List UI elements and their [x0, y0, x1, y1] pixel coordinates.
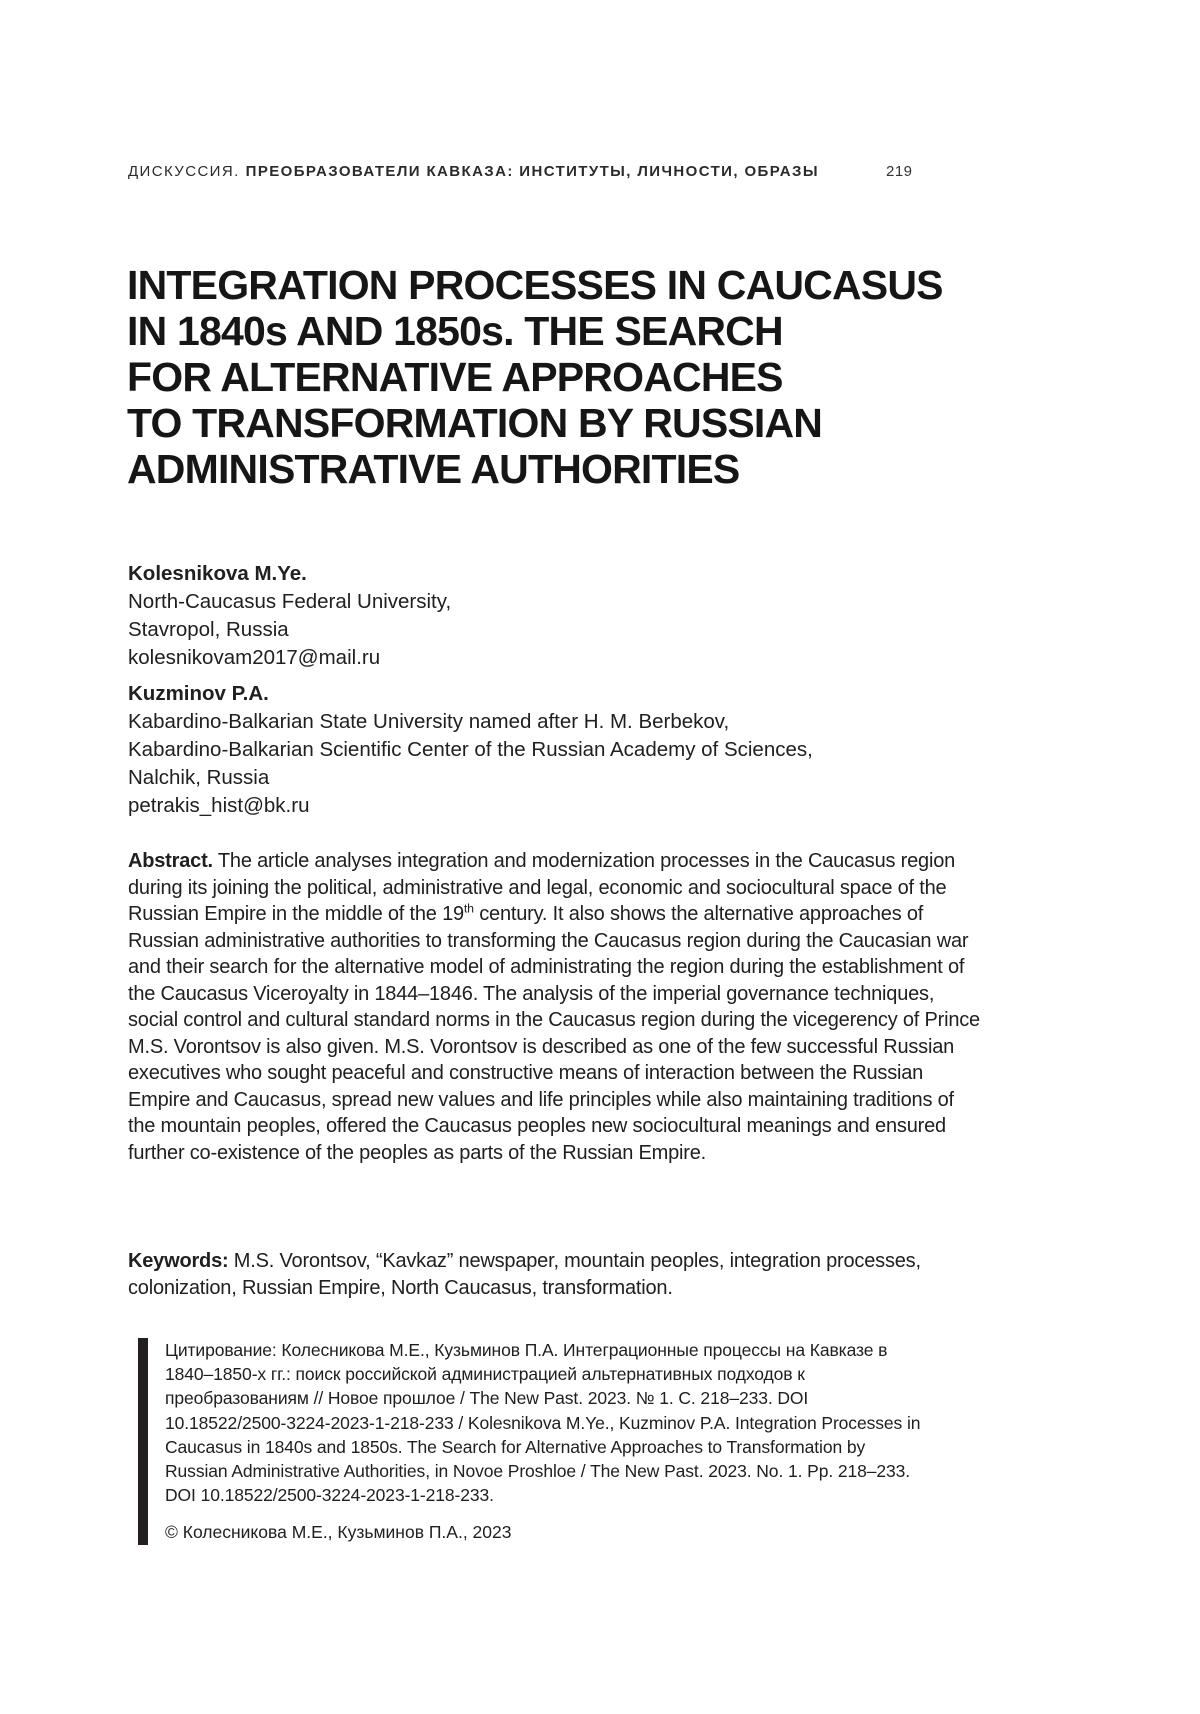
author-affiliation: Stavropol, Russia: [128, 618, 289, 641]
abstract-text-before-sup: The article analyses integration and modernization processes in the Caucasus region during its joining the political, administrative and legal, economic and sociocultural space of the Russian Empire in the middle of the 19: [128, 850, 956, 925]
author-affiliation: North-Caucasus Federal University,: [128, 590, 452, 613]
article-title-line-4: TO TRANSFORMATION BY RUSSIAN: [127, 400, 823, 446]
ordinal-superscript: th: [463, 901, 474, 916]
citation-content: [165, 1338, 927, 1545]
keywords-label: Keywords:: [128, 1250, 229, 1272]
article-title: [127, 262, 943, 492]
abstract-paragraph: [128, 848, 984, 1166]
author-affiliation: Kabardino-Balkarian State University named after H. M. Berbekov,: [128, 710, 730, 733]
citation-text: Цитирование: Колесникова М.Е., Кузьминов П.А. Интеграционные процессы на Кавказе в 1840–1850-х гг.: поиск российской администрацией альтернативных подходов к преобразованиям // Новое прошлое / The New Past. 2023. № 1. С. 218–233. DOI 10.18522/2500-3224-2023-1-218-233 / Kolesnikova M.Ye., Kuzminov P.A. Integration Processes in Caucasus in 1840s and 1850s. The Search for Alternative Approaches to Transformation by Russian Administrative Authorities, in Novoe Proshloe / The New Past. 2023. No. 1. Pp. 218–233. DOI 10.18522/2500-3224-2023-1-218-233.: [165, 1340, 921, 1506]
page-number: 219: [886, 163, 913, 180]
author-name: Kuzminov P.A.: [128, 682, 269, 705]
keywords-text: M.S. Vorontsov, “Kavkaz” newspaper, mountain peoples, integration processes, colonization, Russian Empire, North Caucasus, transformation.: [128, 1250, 921, 1299]
copyright-line: © Колесникова М.Е., Кузьминов П.А., 2023: [165, 1522, 512, 1543]
author-email: petrakis_hist@bk.ru: [128, 794, 310, 817]
abstract-label: Abstract.: [128, 850, 213, 872]
citation-block: [138, 1338, 927, 1545]
running-head: [128, 163, 975, 180]
author-2: [128, 680, 980, 820]
running-head-title: ПРЕОБРАЗОВАТЕЛИ КАВКАЗА: ИНСТИТУТЫ, ЛИЧНОСТИ, ОБРАЗЫ: [245, 163, 819, 180]
abstract-text-after-sup: century. It also shows the alternative approaches of Russian administrative authorities to transforming the Caucasus region during the Caucasian war and their search for the alternative model of administrating the region during the establishment of the Caucasus Viceroyalty in 1844–1846. The analysis of the imperial governance techniques, social control and cultural standard norms in the Caucasus region during the vicegerency of Prince M.S. Vorontsov is also given. M.S. Vorontsov is described as one of the few successful Russian executives who sought peaceful and constructive means of interaction between the Russian Empire and Caucasus, spread new values and life principles while also maintaining traditions of the mountain peoples, offered the Caucasus peoples new sociocultural meanings and ensured further co-existence of the peoples as parts of the Russian Empire.: [128, 903, 980, 1164]
authors-block: [128, 560, 980, 820]
running-head-section: ДИСКУССИЯ.: [128, 163, 240, 180]
author-1: [128, 560, 980, 672]
author-affiliation: Kabardino-Balkarian Scientific Center of the Russian Academy of Sciences,: [128, 738, 813, 761]
article-title-line-1: INTEGRATION PROCESSES IN CAUCASUS: [127, 262, 943, 308]
author-email: kolesnikovam2017@mail.ru: [128, 646, 381, 669]
author-affiliation: Nalchik, Russia: [128, 766, 270, 789]
citation-left-bar: [138, 1338, 148, 1545]
article-title-line-5: ADMINISTRATIVE AUTHORITIES: [127, 446, 740, 492]
article-title-line-3: FOR ALTERNATIVE APPROACHES: [127, 354, 783, 400]
keywords-paragraph: [128, 1248, 984, 1301]
article-title-line-2: IN 1840s AND 1850s. THE SEARCH: [127, 308, 783, 354]
author-name: Kolesnikova M.Ye.: [128, 562, 307, 585]
